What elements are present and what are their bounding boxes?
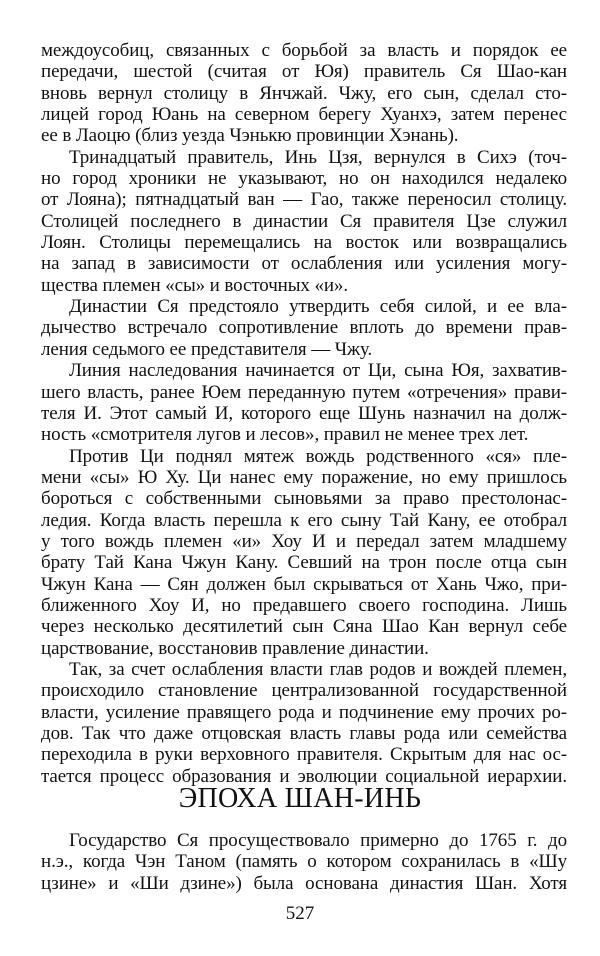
paragraph-2: [41, 147, 567, 296]
text-line: через несколько десятилетий сын Сяна Шао Кан вернул себе: [41, 616, 567, 638]
text-line: дычество встречало сопротивление вплоть до времени прав-: [41, 317, 567, 339]
text-line: ледия. Когда власть перешла к его сыну Тай Кану, ее отобрал: [41, 509, 567, 531]
page-number: 527: [285, 903, 315, 924]
text-line: переходила в руки верховного правителя. Скрытым для нас ос-: [41, 744, 567, 766]
text-line: шего власть, ранее Юем переданную путем «отречения» прави-: [41, 381, 567, 403]
text-line: дов. Так что даже отцовская власть главы рода или семейства: [41, 723, 567, 744]
text-line: мени «сы» Ю Ху. Ци нанес ему поражение, но ему пришлось: [41, 466, 567, 488]
text-line: брату Тай Кана Чжун Кану. Севший на трон после отца сын: [41, 552, 567, 574]
text-line: передачи, шестой (считая от Юя) правитель Ся Шао-кан: [41, 61, 567, 83]
text-line: ближенного Хоу И, но предавшего своего господина. Лишь: [41, 594, 567, 616]
text-line: происходило становление централизованной государственной: [41, 680, 567, 702]
text-line: Чжун Кана — Сян должен был скрываться от Хань Чжо, при-: [41, 573, 567, 595]
paragraph-3: [41, 296, 567, 360]
text-line: Государство Ся просуществовало примерно до 1765 г. до: [69, 830, 567, 851]
paragraph-1: [41, 40, 567, 147]
text-line: щества племен «сы» и восточных «и».: [41, 274, 348, 296]
paragraph-6: [41, 659, 567, 787]
text-line: на запад в зависимости от ослабления или усиления могу-: [41, 253, 567, 275]
text-line: Столицей последнего в династии Ся правителя Цзе служил: [41, 210, 567, 232]
page-body: [41, 40, 567, 787]
text-line: бороться с собственными сыновьями за право престолонас-: [41, 488, 567, 510]
text-line: Династии Ся предстояло утвердить себя силой, и ее вла-: [69, 296, 567, 318]
text-line: Так, за счет ослабления власти глав родов и вождей племен,: [69, 658, 567, 680]
text-line: цзине» и «Ши дзине») была основана династия Шан. Хотя: [41, 872, 567, 894]
text-line: от Лояна); пятнадцатый ван — Гао, также переносил столицу.: [41, 189, 567, 211]
text-line: Линия наследования начинается от Ци, сына Юя, захватив-: [69, 360, 567, 382]
text-line: н.э., когда Чэн Таном (память о котором сохранилась в «Шу: [41, 851, 567, 873]
text-line: власти, усиление правящего рода и подчинение ему прочих ро-: [41, 701, 567, 723]
text-line: ления седьмого ее представителя — Чжу.: [41, 338, 373, 360]
text-line: лицей город Юань на северном берегу Хуанхэ, затем перенес: [41, 104, 567, 126]
paragraph-4: [41, 360, 567, 445]
text-line: теля И. Этот самый И, которого еще Шунь назначил на долж-: [41, 402, 567, 424]
section-paragraph: [41, 830, 567, 894]
text-line: у того вождь племен «и» Хоу И и передал затем младшему: [41, 530, 567, 552]
text-line: Тринадцатый правитель, Инь Цзя, вернулся в Сихэ (точ-: [69, 146, 567, 168]
text-line: Лоян. Столицы перемещались на восток или возвращались: [41, 232, 567, 254]
text-line: но город хроники не указывают, но он находился недалеко: [41, 168, 567, 190]
text-line: ность «смотрителя лугов и лесов», правил не менее трех лет.: [41, 424, 529, 446]
text-line: вновь вернул столицу в Янчжай. Чжу, его сын, сделал сто-: [41, 82, 567, 104]
text-line: царствование, восстановив правление династии.: [41, 637, 429, 659]
text-line: ее в Лаоцю (близ уезда Чэнькю провинции Хэнань).: [41, 125, 459, 147]
text-line: Против Ци поднял мятеж вождь родственного «ся» пле-: [69, 445, 567, 467]
text-line: междоусобиц, связанных с борьбой за власть и порядок ее: [41, 40, 567, 61]
section-heading: ЭПОХА ШАН-ИНЬ: [178, 783, 422, 814]
paragraph-5: [41, 446, 567, 659]
text-line: тается процесс образования и эволюции социальной иерархии.: [41, 765, 567, 787]
